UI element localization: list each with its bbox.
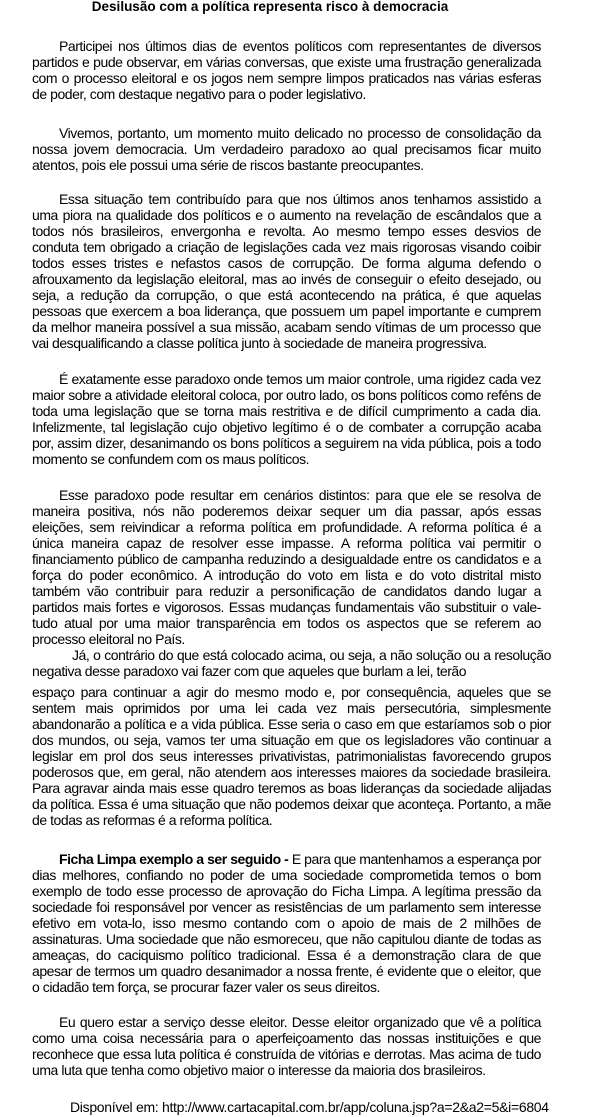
paragraph-8: Eu quero estar a serviço desse eleitor. Desse eleitor organizado que vê a política como uma coisa necessária para o aperfeiçoamento das nossas instituições e que reconhece que essa luta política é construída de vitórias e derrotas. Mas acima de tudo uma luta que tenha como objetivo maior o interesse da maioria dos brasileiros. bbox=[32, 1014, 541, 1078]
paragraph-6-continued: espaço para continuar a agir do mesmo modo e, por consequência, aqueles que se sentem mais oprimidos por uma lei cada vez mais persecutória, simplesmente abandonarão a política e a vida pública. Esse seria o caso em que estaríamos sob o pior dos mundos, ou seja, vamos ter uma situação em que os legisladores vão continuar a legislar em prol dos seus interesses privativistas, patrimonialistas favorecendo grupos poderosos que, em geral, não atendem aos interesses maiores da sociedade brasileira. Para agravar ainda mais esse quadro teremos as boas lideranças da sociedade alijadas da política. Essa é uma situação que não podemos deixar que aconteça. Portanto, a mãe de todas as reformas é a reforma política. bbox=[32, 684, 551, 828]
paragraph-6: Já, o contrário do que está colocado acima, ou seja, a não solução ou a resolução negativa desse paradoxo vai fazer com que aqueles que burlam a lei, terão bbox=[32, 647, 551, 679]
section-lead-ficha-limpa: Ficha Limpa exemplo a ser seguido - bbox=[59, 851, 289, 867]
paragraph-1: Participei nos últimos dias de eventos políticos com representantes de diversos partidos e pude observar, em várias conversas, que existe uma frustração generalizada com o processo eleitoral e os jogos nem sempre limpos praticados nas várias esferas de poder, com destaque negativo para o poder legislativo. bbox=[32, 38, 541, 102]
paragraph-7 bbox=[32, 851, 541, 995]
paragraph-3: Essa situação tem contribuído para que nos últimos anos tenhamos assistido a uma piora na qualidade dos políticos e o aumento na revelação de escândalos que a todos nós brasileiros, envergonha e revolta. Ao mesmo tempo esses desvios de conduta tem obrigado a criação de legislações cada vez mais rigorosas visando coibir todos esses tristes e nefastos casos de corrupção. De forma alguma defendo o afrouxamento da legislação eleitoral, mas ao invés de conseguir o efeito desejado, ou seja, a redução da corrupção, o que está acontecendo na prática, é que aquelas pessoas que exercem a boa liderança, que possuem um papel importante e cumprem da melhor maneira possível a sua missão, acabam sendo vítimas de um processo que vai desqualificando a classe política junto à sociedade de maneira progressiva. bbox=[32, 191, 541, 351]
paragraph-2: Vivemos, portanto, um momento muito delicado no processo de consolidação da nossa jovem democracia. Um verdadeiro paradoxo ao qual precisamos ficar muito atentos, pois ele possui uma série de riscos bastante preocupantes. bbox=[32, 125, 541, 173]
paragraph-7-text: E para que mantenhamos a esperança por dias melhores, confiando no poder de uma sociedade comprometida temos o bom exemplo de todo esse processo de aprovação do Ficha Limpa. A legítima pressão da sociedade foi responsável por vencer as resistências de um parlamento sem interesse efetivo em vota-lo, isso mesmo contando com o apoio de mais de 2 milhões de assinaturas. Uma sociedade que não esmoreceu, que não capitulou diante de todas as ameaças, do caciquismo político tradicional. Essa é a demonstração clara de que apesar de termos um quadro desanimador a nossa frente, é evidente que o eleitor, que o cidadão tem força, se procurar fazer valer os seus direitos. bbox=[32, 851, 541, 995]
source-citation: Disponível em: http://www.cartacapital.com.br/app/coluna.jsp?a=2&a2=5&i=6804 bbox=[70, 1099, 549, 1115]
paragraph-5: Esse paradoxo pode resultar em cenários distintos: para que ele se resolva de maneira positiva, nós não poderemos deixar sequer um dia passar, após essas eleições, sem reivindicar a reforma política em profundidade. A reforma política é a única maneira capaz de resolver esse impasse. A reforma política vai permitir o financiamento público de campanha reduzindo a desigualdade entre os candidatos e a força do poder econômico. A introdução do voto em lista e do voto distrital misto também vão contribuir para reduzir a personificação de candidatos dando lugar a partidos mais fortes e vigorosos. Essas mudanças fundamentais vão substituir o vale-tudo atual por uma maior transparência em todos os aspectos que se referem ao processo eleitoral no País. bbox=[32, 487, 541, 647]
paragraph-4: É exatamente esse paradoxo onde temos um maior controle, uma rigidez cada vez maior sobre a atividade eleitoral coloca, por outro lado, os bons políticos como reféns de toda uma legislação que se torna mais restritiva e de difícil cumprimento a cada dia. Infelizmente, tal legislação cujo objetivo legítimo é o de combater a corrupção acaba por, assim dizer, desanimando os bons políticos a seguirem na vida pública, pois a todo momento se confundem com os maus políticos. bbox=[32, 371, 541, 467]
article-title: Desilusão com a política representa risco à democracia bbox=[91, 0, 449, 14]
